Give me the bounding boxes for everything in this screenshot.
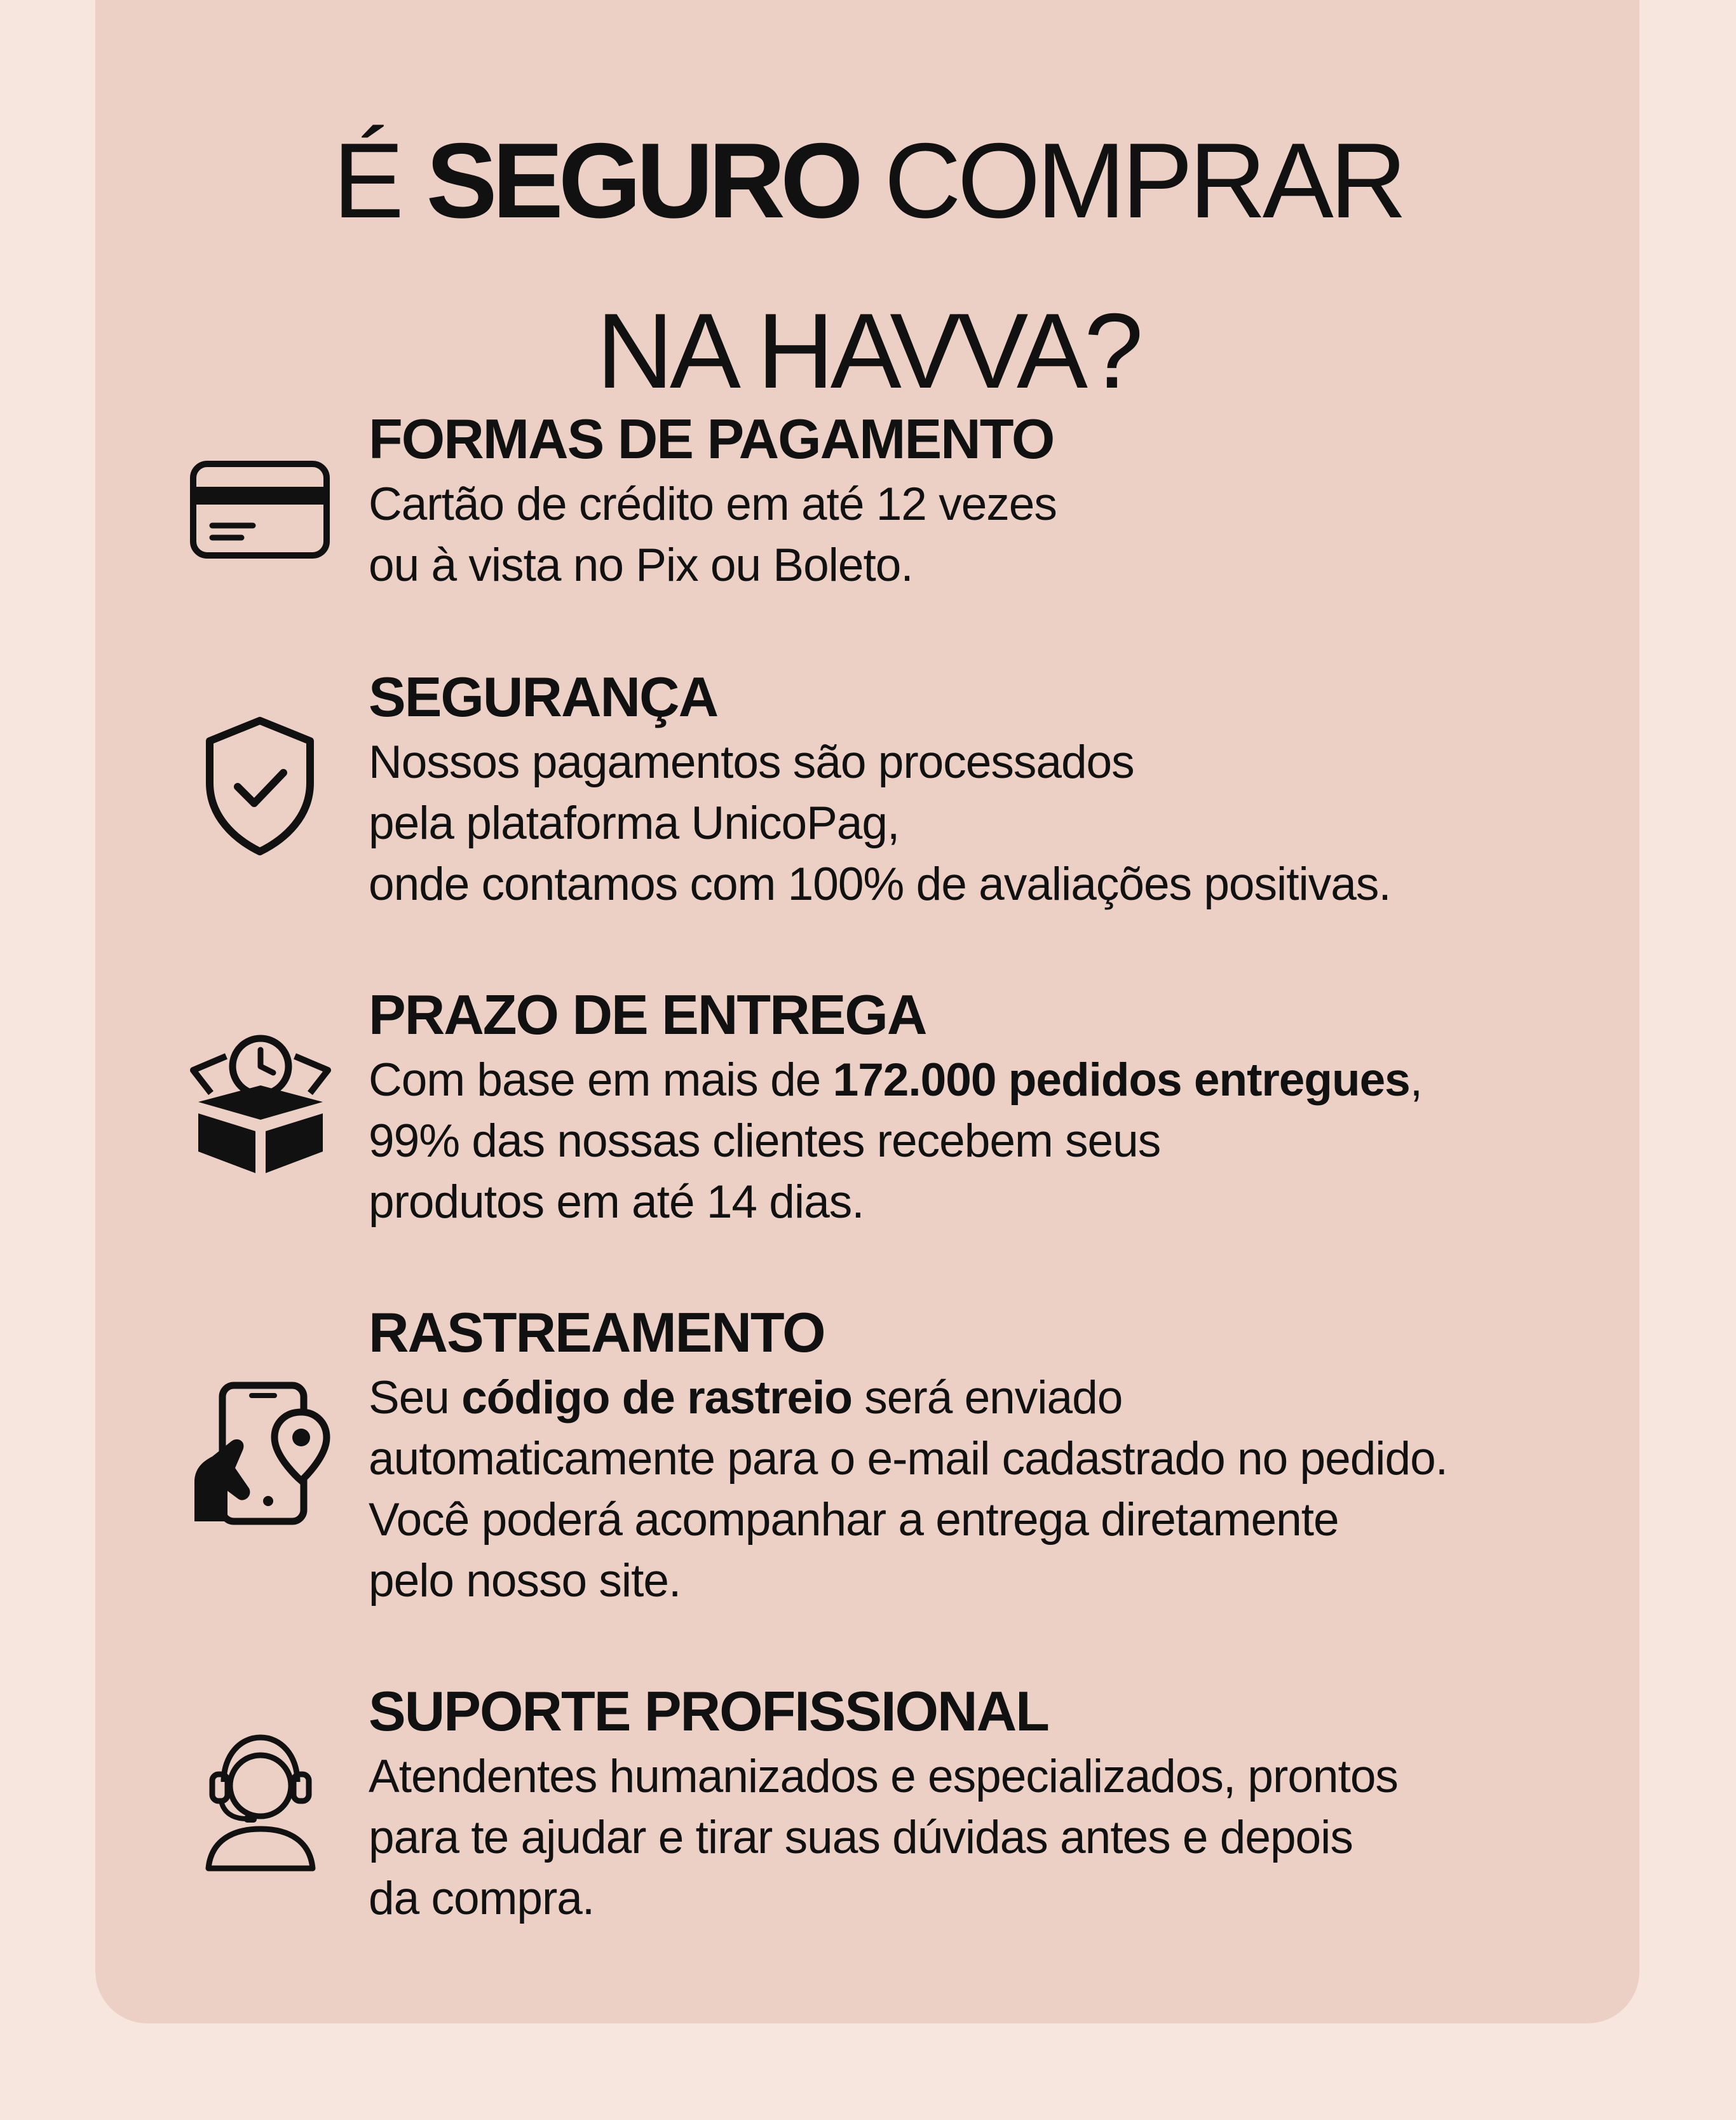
section-text-line: da compra. (369, 1873, 595, 1924)
section-text-line: Seu código de rastreio será enviado (369, 1372, 1123, 1424)
section-title: SEGURANÇA (369, 665, 718, 728)
section-title: RASTREAMENTO (369, 1301, 825, 1364)
title-emphasis: SEGURO (426, 121, 858, 240)
page-title (0, 95, 1736, 436)
section-title: FORMAS DE PAGAMENTO (369, 407, 1054, 470)
section-title: PRAZO DE ENTREGA (369, 983, 926, 1046)
delivered-orders-emphasis: 172.000 pedidos entregues (832, 1054, 1410, 1106)
phone-location-icon (193, 1380, 330, 1526)
headset-agent-icon (202, 1730, 318, 1872)
section-text-line: ou à vista no Pix ou Boleto. (369, 540, 913, 591)
section-security (369, 662, 1665, 915)
delivery-box-clock-icon (186, 1032, 336, 1178)
tracking-code-emphasis: código de rastreio (461, 1372, 852, 1424)
section-delivery (369, 980, 1665, 1233)
section-text-line: onde contamos com 100% de avaliações positivas. (369, 859, 1391, 910)
section-text-line: Com base em mais de 172.000 pedidos entregues, (369, 1054, 1423, 1106)
section-text-line: Cartão de crédito em até 12 vezes (369, 479, 1057, 530)
section-support (369, 1676, 1665, 1929)
section-tracking (369, 1298, 1665, 1612)
section-text-line: pelo nosso site. (369, 1555, 681, 1607)
shield-check-icon (201, 714, 319, 858)
section-text-line: Nossos pagamentos são processados (369, 737, 1134, 788)
section-title: SUPORTE PROFISSIONAL (369, 1680, 1048, 1743)
title-line-1: É SEGURO COMPRAR (332, 121, 1404, 240)
section-text-line: pela plataforma UnicoPag, (369, 798, 900, 849)
title-line-2: NA HAVVA? (596, 291, 1140, 411)
section-text-line: 99% das nossas clientes recebem seus (369, 1115, 1161, 1167)
section-text-line: Você poderá acompanhar a entrega diretamente (369, 1494, 1339, 1546)
section-payment (369, 404, 1665, 596)
section-text-line: produtos em até 14 dias. (369, 1176, 864, 1228)
section-text-line: automaticamente para o e-mail cadastrado no pedido. (369, 1433, 1448, 1485)
section-text-line: para te ajudar e tirar suas dúvidas antes e depois (369, 1812, 1353, 1863)
section-text-line: Atendentes humanizados e especializados, prontos (369, 1751, 1398, 1802)
credit-card-icon (188, 459, 332, 561)
